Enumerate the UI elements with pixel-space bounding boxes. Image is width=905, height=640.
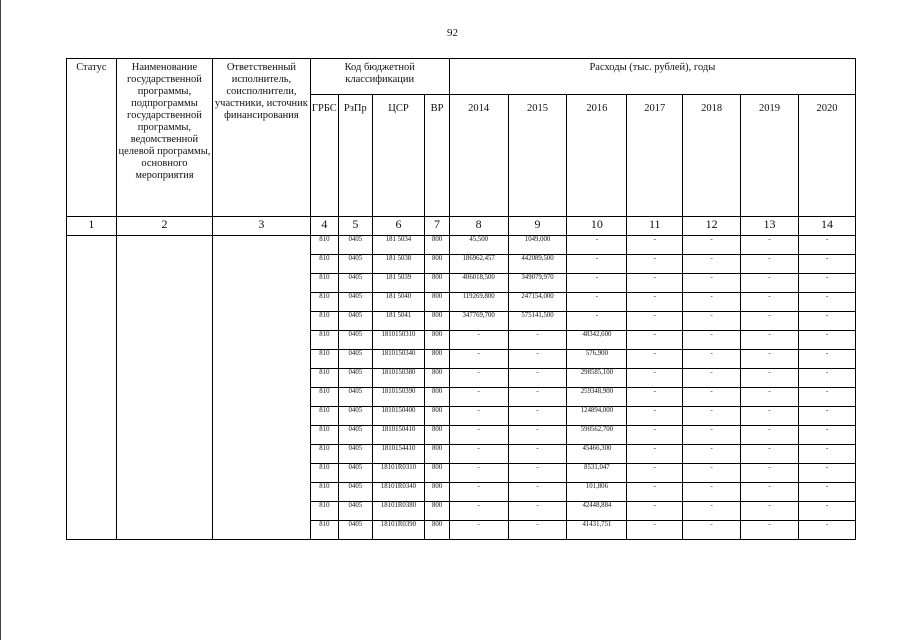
- cell-grbs: 810: [310, 521, 338, 540]
- cell-csr: 1810150310: [372, 331, 425, 350]
- header-year-2015: 2015: [508, 95, 567, 217]
- cell-rzpr: 0405: [339, 369, 373, 388]
- cell-y2020: -: [798, 350, 855, 369]
- header-year-2017: 2017: [627, 95, 683, 217]
- cell-grbs: 810: [310, 445, 338, 464]
- cell-y2018: -: [683, 464, 741, 483]
- cell-y2018: -: [683, 350, 741, 369]
- cell-rzpr: 0405: [339, 407, 373, 426]
- cell-grbs: 810: [310, 426, 338, 445]
- header-year-2020: 2020: [798, 95, 855, 217]
- cell-y2016: 48342,600: [567, 331, 627, 350]
- header-grbs: ГРБС: [310, 95, 338, 217]
- cell-y2019: -: [741, 255, 799, 274]
- cell-grbs: 810: [310, 236, 338, 255]
- cell-y2019: -: [741, 331, 799, 350]
- cell-y2015: 349079,970: [508, 274, 567, 293]
- cell-y2018: -: [683, 274, 741, 293]
- column-number: 10: [567, 217, 627, 236]
- cell-y2020: -: [798, 388, 855, 407]
- cell-y2014: -: [449, 350, 508, 369]
- page-number: 92: [447, 27, 458, 39]
- cell-vr: 800: [425, 312, 449, 331]
- header-year-2014: 2014: [449, 95, 508, 217]
- table-row: [67, 236, 856, 255]
- cell-y2016: 576,900: [567, 350, 627, 369]
- cell-rzpr: 0405: [339, 426, 373, 445]
- column-number: 12: [683, 217, 741, 236]
- executor-cell: [213, 236, 310, 540]
- cell-y2014: -: [449, 483, 508, 502]
- cell-y2018: -: [683, 502, 741, 521]
- column-number: 6: [372, 217, 425, 236]
- cell-rzpr: 0405: [339, 331, 373, 350]
- cell-y2020: -: [798, 426, 855, 445]
- column-number: 3: [213, 217, 310, 236]
- cell-y2017: -: [627, 407, 683, 426]
- cell-y2014: 45,500: [449, 236, 508, 255]
- cell-vr: 800: [425, 236, 449, 255]
- cell-y2017: -: [627, 293, 683, 312]
- program-name-cell: [116, 236, 212, 540]
- cell-y2018: -: [683, 388, 741, 407]
- cell-y2020: -: [798, 464, 855, 483]
- column-number: 5: [339, 217, 373, 236]
- cell-y2016: 259348,900: [567, 388, 627, 407]
- cell-y2014: -: [449, 407, 508, 426]
- cell-y2020: -: [798, 521, 855, 540]
- column-number: 13: [741, 217, 799, 236]
- cell-y2018: -: [683, 236, 741, 255]
- cell-y2019: -: [741, 464, 799, 483]
- page-edge: [0, 0, 1, 640]
- cell-rzpr: 0405: [339, 350, 373, 369]
- cell-grbs: 810: [310, 369, 338, 388]
- cell-y2015: -: [508, 445, 567, 464]
- cell-grbs: 810: [310, 312, 338, 331]
- cell-y2017: -: [627, 369, 683, 388]
- cell-y2016: -: [567, 255, 627, 274]
- cell-y2017: -: [627, 426, 683, 445]
- cell-y2014: 119269,800: [449, 293, 508, 312]
- cell-y2015: -: [508, 426, 567, 445]
- cell-csr: 181 5034: [372, 236, 425, 255]
- cell-y2020: -: [798, 407, 855, 426]
- cell-y2016: 298585,100: [567, 369, 627, 388]
- cell-y2018: -: [683, 445, 741, 464]
- cell-csr: 1810150380: [372, 369, 425, 388]
- cell-y2018: -: [683, 426, 741, 445]
- cell-y2019: -: [741, 350, 799, 369]
- cell-y2016: 8531,047: [567, 464, 627, 483]
- cell-y2017: -: [627, 521, 683, 540]
- cell-rzpr: 0405: [339, 312, 373, 331]
- cell-y2020: -: [798, 274, 855, 293]
- cell-rzpr: 0405: [339, 464, 373, 483]
- column-number: 11: [627, 217, 683, 236]
- cell-y2015: -: [508, 407, 567, 426]
- cell-y2017: -: [627, 255, 683, 274]
- cell-csr: 181 5038: [372, 255, 425, 274]
- cell-vr: 800: [425, 521, 449, 540]
- cell-y2019: -: [741, 312, 799, 331]
- cell-y2015: -: [508, 369, 567, 388]
- cell-y2016: 42448,884: [567, 502, 627, 521]
- cell-y2017: -: [627, 464, 683, 483]
- cell-y2017: -: [627, 236, 683, 255]
- header-program-name: Наименование государственной программы, подпрограммы государственной программы, ведомственной целевой программы, основного мероприятия: [116, 59, 212, 217]
- cell-y2014: -: [449, 464, 508, 483]
- cell-y2019: -: [741, 521, 799, 540]
- column-number: 1: [67, 217, 117, 236]
- cell-y2020: -: [798, 483, 855, 502]
- cell-vr: 800: [425, 255, 449, 274]
- cell-y2019: -: [741, 407, 799, 426]
- cell-csr: 18101R0340: [372, 483, 425, 502]
- cell-y2014: -: [449, 426, 508, 445]
- cell-csr: 18101R0310: [372, 464, 425, 483]
- cell-y2020: -: [798, 502, 855, 521]
- cell-vr: 800: [425, 407, 449, 426]
- cell-y2015: -: [508, 388, 567, 407]
- header-rzpr: РзПр: [339, 95, 373, 217]
- cell-y2017: -: [627, 483, 683, 502]
- column-number: 9: [508, 217, 567, 236]
- cell-y2016: -: [567, 236, 627, 255]
- cell-y2016: 101,806: [567, 483, 627, 502]
- cell-y2017: -: [627, 274, 683, 293]
- cell-y2016: 124894,000: [567, 407, 627, 426]
- cell-rzpr: 0405: [339, 388, 373, 407]
- cell-vr: 800: [425, 331, 449, 350]
- cell-y2016: 45466,300: [567, 445, 627, 464]
- cell-y2020: -: [798, 236, 855, 255]
- column-number: 14: [798, 217, 855, 236]
- header-csr: ЦСР: [372, 95, 425, 217]
- cell-y2014: -: [449, 521, 508, 540]
- cell-y2020: -: [798, 331, 855, 350]
- cell-y2016: -: [567, 274, 627, 293]
- cell-y2014: -: [449, 445, 508, 464]
- cell-grbs: 810: [310, 293, 338, 312]
- cell-csr: 1810150410: [372, 426, 425, 445]
- cell-y2019: -: [741, 293, 799, 312]
- cell-grbs: 810: [310, 464, 338, 483]
- column-number: 8: [449, 217, 508, 236]
- budget-table: [66, 58, 856, 540]
- cell-vr: 800: [425, 426, 449, 445]
- cell-csr: 1810154410: [372, 445, 425, 464]
- cell-y2015: -: [508, 464, 567, 483]
- cell-rzpr: 0405: [339, 483, 373, 502]
- cell-csr: 181 5040: [372, 293, 425, 312]
- cell-y2019: -: [741, 445, 799, 464]
- cell-grbs: 810: [310, 331, 338, 350]
- header-budget-code: Код бюджетной классификации: [310, 59, 449, 95]
- cell-y2014: -: [449, 388, 508, 407]
- cell-vr: 800: [425, 369, 449, 388]
- cell-csr: 1810150390: [372, 388, 425, 407]
- cell-y2019: -: [741, 274, 799, 293]
- cell-y2015: -: [508, 331, 567, 350]
- cell-y2014: 347769,700: [449, 312, 508, 331]
- header-vr: ВР: [425, 95, 449, 217]
- cell-y2014: -: [449, 331, 508, 350]
- cell-vr: 800: [425, 274, 449, 293]
- cell-y2015: -: [508, 483, 567, 502]
- cell-y2018: -: [683, 521, 741, 540]
- cell-vr: 800: [425, 464, 449, 483]
- cell-y2018: -: [683, 293, 741, 312]
- cell-vr: 800: [425, 502, 449, 521]
- cell-y2017: -: [627, 312, 683, 331]
- cell-grbs: 810: [310, 407, 338, 426]
- cell-y2020: -: [798, 293, 855, 312]
- cell-grbs: 810: [310, 350, 338, 369]
- cell-y2019: -: [741, 236, 799, 255]
- header-year-2016: 2016: [567, 95, 627, 217]
- cell-y2015: 247154,000: [508, 293, 567, 312]
- cell-vr: 800: [425, 388, 449, 407]
- cell-y2018: -: [683, 369, 741, 388]
- header-status: Статус: [67, 59, 117, 217]
- cell-y2019: -: [741, 426, 799, 445]
- cell-y2020: -: [798, 312, 855, 331]
- cell-rzpr: 0405: [339, 293, 373, 312]
- header-executor: Ответственный исполнитель, соисполнители, участники, источник финансирования: [213, 59, 310, 217]
- cell-y2015: 575141,500: [508, 312, 567, 331]
- cell-csr: 1810150400: [372, 407, 425, 426]
- cell-y2014: 406018,500: [449, 274, 508, 293]
- cell-y2015: -: [508, 502, 567, 521]
- cell-y2020: -: [798, 445, 855, 464]
- cell-rzpr: 0405: [339, 445, 373, 464]
- column-number: 7: [425, 217, 449, 236]
- cell-y2017: -: [627, 502, 683, 521]
- column-number: 4: [310, 217, 338, 236]
- cell-vr: 800: [425, 445, 449, 464]
- cell-csr: 18101R0380: [372, 502, 425, 521]
- cell-y2020: -: [798, 369, 855, 388]
- cell-y2020: -: [798, 255, 855, 274]
- cell-rzpr: 0405: [339, 521, 373, 540]
- cell-y2017: -: [627, 350, 683, 369]
- cell-y2019: -: [741, 369, 799, 388]
- cell-y2014: -: [449, 369, 508, 388]
- cell-y2017: -: [627, 445, 683, 464]
- header-expenses: Расходы (тыс. рублей), годы: [449, 59, 855, 95]
- cell-y2016: 41431,751: [567, 521, 627, 540]
- cell-grbs: 810: [310, 274, 338, 293]
- header-year-2019: 2019: [741, 95, 799, 217]
- cell-grbs: 810: [310, 483, 338, 502]
- cell-y2018: -: [683, 255, 741, 274]
- cell-y2016: 590562,700: [567, 426, 627, 445]
- header-year-2018: 2018: [683, 95, 741, 217]
- cell-y2019: -: [741, 388, 799, 407]
- cell-y2015: -: [508, 521, 567, 540]
- cell-y2018: -: [683, 312, 741, 331]
- cell-y2018: -: [683, 331, 741, 350]
- cell-y2016: -: [567, 312, 627, 331]
- cell-y2018: -: [683, 407, 741, 426]
- cell-vr: 800: [425, 293, 449, 312]
- cell-rzpr: 0405: [339, 236, 373, 255]
- cell-rzpr: 0405: [339, 274, 373, 293]
- cell-y2015: 442089,500: [508, 255, 567, 274]
- cell-csr: 181 5039: [372, 274, 425, 293]
- column-number: 2: [116, 217, 212, 236]
- cell-y2019: -: [741, 483, 799, 502]
- column-number-row: [67, 217, 856, 236]
- cell-y2019: -: [741, 502, 799, 521]
- cell-vr: 800: [425, 350, 449, 369]
- cell-y2017: -: [627, 388, 683, 407]
- cell-y2016: -: [567, 293, 627, 312]
- cell-csr: 18101R0390: [372, 521, 425, 540]
- cell-grbs: 810: [310, 388, 338, 407]
- cell-y2015: -: [508, 350, 567, 369]
- cell-vr: 800: [425, 483, 449, 502]
- cell-csr: 1810150340: [372, 350, 425, 369]
- cell-csr: 181 5041: [372, 312, 425, 331]
- cell-rzpr: 0405: [339, 255, 373, 274]
- cell-y2015: 1049,000: [508, 236, 567, 255]
- cell-y2017: -: [627, 331, 683, 350]
- cell-rzpr: 0405: [339, 502, 373, 521]
- status-cell: [67, 236, 117, 540]
- cell-y2014: -: [449, 502, 508, 521]
- cell-y2014: 186962,457: [449, 255, 508, 274]
- cell-grbs: 810: [310, 502, 338, 521]
- cell-y2018: -: [683, 483, 741, 502]
- cell-grbs: 810: [310, 255, 338, 274]
